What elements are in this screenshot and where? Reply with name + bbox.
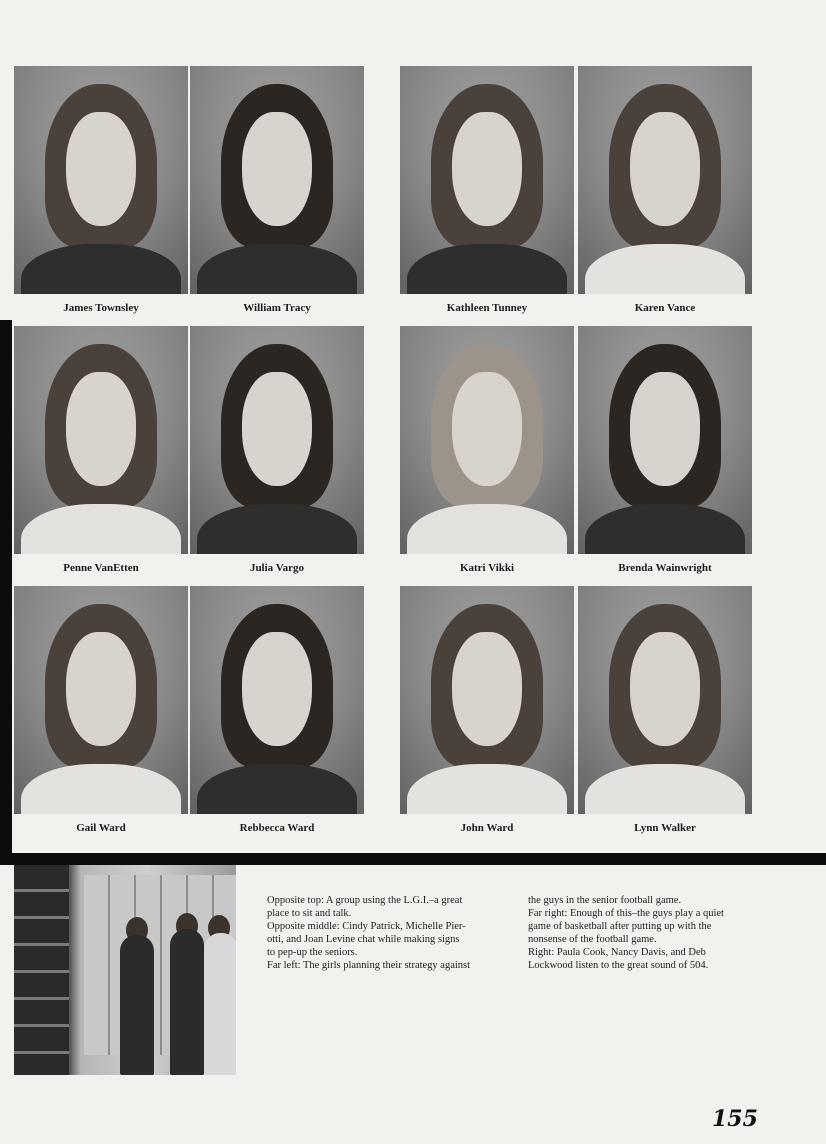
student-name: William Tracy: [243, 302, 311, 314]
caption-line: Opposite middle: Cindy Patrick, Michelle Pier-: [267, 921, 466, 932]
student-name: Gail Ward: [76, 822, 126, 834]
portrait-photo: [14, 586, 188, 814]
portrait-photo: [400, 586, 574, 814]
caption-line: Right: Paula Cook, Nancy Davis, and Deb: [528, 947, 706, 958]
portrait-face: [452, 112, 522, 226]
caption-line: to pep-up the seniors.: [267, 947, 358, 958]
student-name: Kathleen Tunney: [446, 302, 528, 314]
portrait-photo: [578, 66, 752, 294]
portrait-face: [242, 372, 312, 486]
portrait-photo: [190, 586, 364, 814]
portrait-photo: [578, 586, 752, 814]
caption-line: place to sit and talk.: [267, 908, 352, 919]
student-name: Karen Vance: [634, 302, 696, 314]
student-name: Penne VanEtten: [63, 562, 139, 574]
portrait-face: [66, 372, 136, 486]
portrait-face: [242, 632, 312, 746]
portrait-face: [66, 632, 136, 746]
person-figure: [170, 929, 204, 1075]
person-figure: [204, 933, 236, 1075]
caption-line: otti, and Joan Levine chat while making signs: [267, 934, 460, 945]
caption-line: Opposite top: A group using the L.G.I.–a great: [267, 895, 463, 906]
student-name: Katri Vikki: [459, 562, 515, 574]
portrait-photo: [14, 326, 188, 554]
caption-column-right: [528, 894, 724, 972]
candid-photo-locker-room: [14, 865, 236, 1075]
portrait-face: [452, 632, 522, 746]
caption-line: game of basketball after putting up with the: [528, 921, 712, 932]
caption-line: nonsense of the football game.: [528, 934, 657, 945]
student-name: Brenda Wainwright: [618, 562, 712, 574]
portrait-face: [242, 112, 312, 226]
page-number: 155: [712, 1106, 758, 1132]
caption-line: Far left: The girls planning their strategy against: [267, 960, 471, 971]
student-name: Rebbecca Ward: [239, 822, 315, 834]
caption-line: the guys in the senior football game.: [528, 895, 682, 906]
person-figure: [120, 935, 154, 1075]
shelf: [14, 865, 69, 1075]
caption-column-left: [267, 894, 470, 972]
portrait-photo: [190, 326, 364, 554]
student-name: John Ward: [460, 822, 514, 834]
portrait-photo: [578, 326, 752, 554]
portrait-photo: [190, 66, 364, 294]
portrait-face: [630, 112, 700, 226]
student-name: James Townsley: [63, 302, 139, 314]
caption-line: Lockwood listen to the great sound of 504.: [528, 960, 709, 971]
student-name: Julia Vargo: [249, 562, 305, 574]
portrait-photo: [400, 66, 574, 294]
portrait-face: [630, 372, 700, 486]
portrait-photo: [400, 326, 574, 554]
portrait-photo: [14, 66, 188, 294]
student-name: Lynn Walker: [634, 822, 696, 834]
portrait-face: [630, 632, 700, 746]
portrait-face: [66, 112, 136, 226]
portrait-face: [452, 372, 522, 486]
caption-line: Far right: Enough of this–the guys play a quiet: [528, 908, 724, 919]
